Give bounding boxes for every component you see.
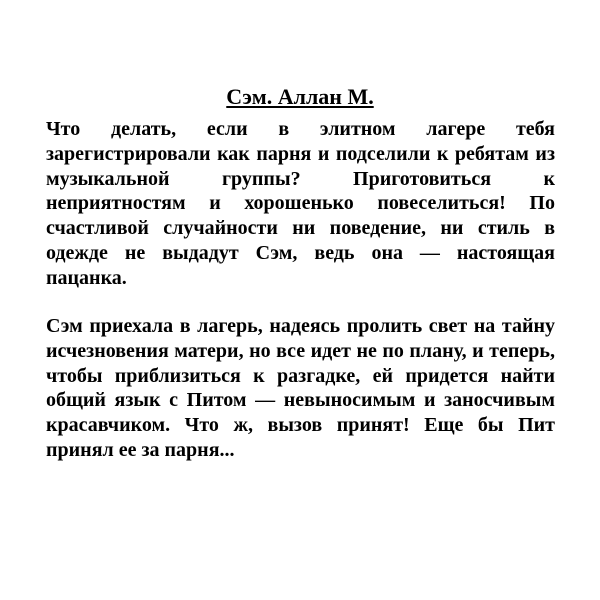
title-text: Сэм. Аллан М. bbox=[226, 84, 374, 109]
page-title bbox=[0, 84, 600, 110]
paragraph-1: Что делать, если в элитном лагере тебя зарегистрировали как парня и подселили к ребятам из музыкальной группы? Приготовиться к неприятностям и хорошенько повеселиться! По счастливой случайности ни поведение, ни стиль в одежде не выдадут Сэм, ведь она — настоящая пацанка. bbox=[46, 118, 555, 289]
paragraph-2: Сэм приехала в лагерь, надеясь пролить свет на тайну исчезновения матери, но все идет не по плану, и теперь, чтобы приблизиться к разгадке, ей придется найти общий язык с Питом — невыносимым и заносчивым красавчиком. Что ж, вызов принят! Еще бы Пит принял ее за парня... bbox=[46, 315, 555, 461]
